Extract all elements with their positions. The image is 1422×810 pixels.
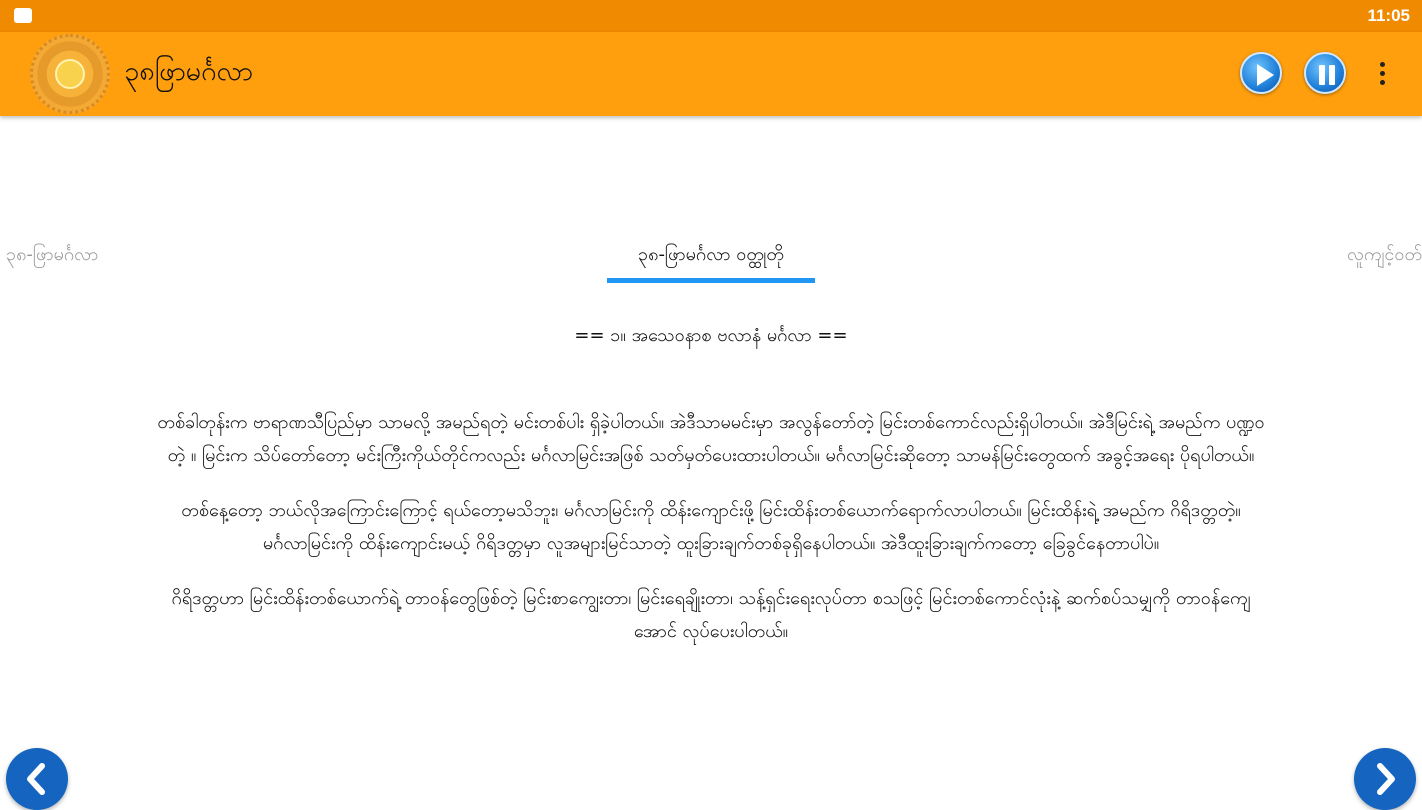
play-button[interactable] — [1240, 52, 1282, 94]
paragraph-line: အောင် လုပ်ပေးပါတယ်။ — [633, 621, 789, 642]
status-bar — [0, 0, 1422, 32]
paragraph-line: မင်္ဂလာမြင်းကို ထိန်းကျောင်းမယ့် ဂိရိဒတ္တမှာ လူအများမြင်သာတဲ့ ထူးခြားချက်တစ်ခုရှိနေပါတယ်။ အဲဒီထူးခြားချက်ကတော့ ခြေခွင်နေတာပါပဲ။ — [262, 533, 1160, 554]
app-title: ၃၈ဖြာမင်္ဂလာ — [124, 56, 253, 87]
paragraph-line: ဂိရိဒတ္တဟာ မြင်းထိန်းတစ်ယောက်ရဲ့ တာဝန်တွေဖြစ်တဲ့ မြင်းစာကျွေးတာ၊ မြင်းရေချိုးတာ၊ သန့်ရှင်းရေးလုပ်တာ စသဖြင့် မြင်းတစ်ကောင်လုံးနဲ့ ဆက်စပ်သမျှကို တာဝန်ကျေ — [171, 588, 1251, 609]
tab-next[interactable]: လူကျင့်ဝတ် — [1347, 244, 1422, 265]
paragraph-line: တဲ့ ။ မြင်းက သိပ်တော်တော့ မင်းကြီးကိုယ်တိုင်ကလည်း မင်္ဂလာမြင်းအဖြစ် သတ်မှတ်ပေးထားပါတယ်။ မင်္ဂလာမြင်းဆိုတော့ သာမန်မြင်းတွေထက် အခွင့်အရေး ပိုရပါတယ်။ — [167, 445, 1255, 466]
chevron-left-icon — [6, 748, 68, 810]
paragraph-line: တစ်ခါတုန်းက ဗာရာဏသီပြည်မှာ သာမလို့ အမည်ရတဲ့ မင်းတစ်ပါး ရှိခဲ့ပါတယ်။ အဲဒီသာမမင်းမှာ အလွန်တော်တဲ့ မြင်းတစ်ကောင်လည်းရှိပါတယ်။ အဲဒီမြင်းရဲ့ အမည်က ပဏ္ဍဝ — [157, 412, 1265, 433]
pause-button[interactable] — [1304, 52, 1346, 94]
previous-page-button[interactable] — [6, 748, 68, 810]
app-logo-icon — [30, 34, 110, 114]
paragraph — [0, 406, 1422, 472]
play-icon — [1242, 54, 1284, 96]
paragraph — [0, 494, 1422, 560]
story-content — [0, 318, 1422, 670]
tab-indicator — [607, 278, 815, 283]
status-time: 11:05 — [1367, 6, 1410, 25]
paragraph-line: တစ်နေ့တော့ ဘယ်လိုအကြောင်းကြောင့် ရယ်တော့မသိဘူး၊ မင်္ဂလာမြင်းကို ထိန်းကျောင်းဖို့ မြင်းထိန်းတစ်ယောက်ရောက်လာပါတယ်။ မြင်းထိန်းရဲ့ အမည်က ဂိရိဒတ္တတဲ့။ — [181, 500, 1241, 521]
paragraph — [0, 582, 1422, 648]
tab-current[interactable]: ၃၈-ဖြာမင်္ဂလာ ဝတ္ထုတို — [638, 244, 784, 265]
more-options-button[interactable] — [1370, 62, 1394, 88]
notification-icon — [14, 8, 32, 23]
tab-previous[interactable]: ၃၈-ဖြာမင်္ဂလာ — [6, 244, 99, 265]
more-vert-icon — [1380, 62, 1385, 67]
story-heading: == ၁။ အသေဝနာစ ဗလာနံ မင်္ဂလာ == — [574, 325, 848, 346]
pause-icon — [1306, 54, 1348, 96]
chevron-right-icon — [1354, 748, 1416, 810]
next-page-button[interactable] — [1354, 748, 1416, 810]
tab-strip — [0, 230, 1422, 286]
app-bar — [0, 32, 1422, 116]
